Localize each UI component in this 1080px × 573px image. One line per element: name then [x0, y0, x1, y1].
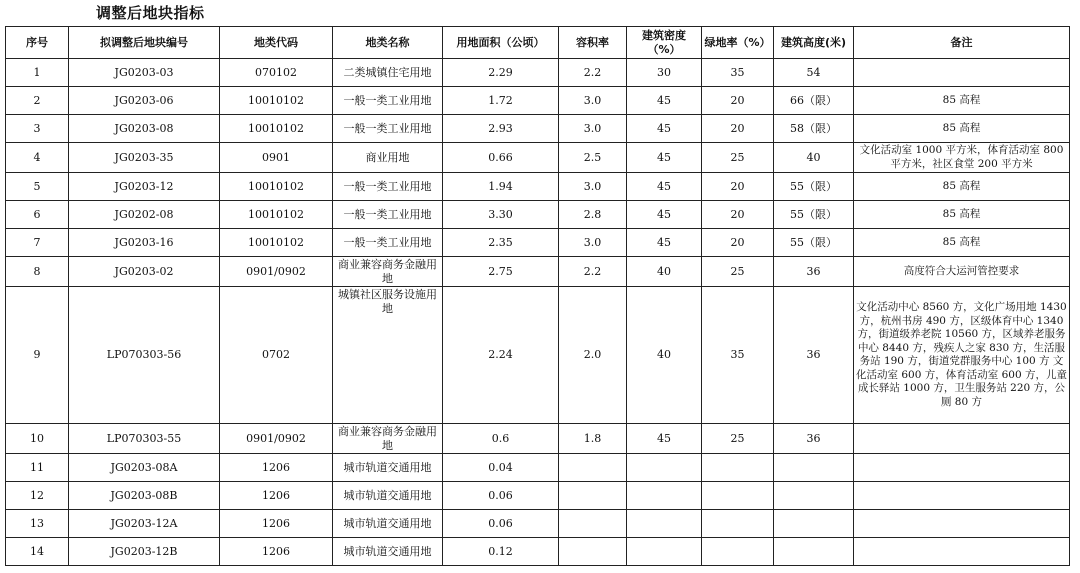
col-header-area: 用地面积（公顷） [443, 27, 559, 59]
land-indicator-table [5, 26, 1070, 566]
cell-land-code: 1206 [220, 482, 333, 510]
cell-height [774, 510, 854, 538]
table-row [6, 59, 1070, 87]
cell-land-name: 城市轨道交通用地 [333, 510, 443, 538]
table-row [6, 173, 1070, 201]
cell-height: 54 [774, 59, 854, 87]
cell-density [627, 538, 702, 566]
cell-height: 36 [774, 287, 854, 424]
cell-far: 3.0 [559, 229, 627, 257]
cell-far: 2.0 [559, 287, 627, 424]
col-header-land-code: 地类代码 [220, 27, 333, 59]
cell-plot-id: JG0203-08A [69, 454, 220, 482]
cell-height: 36 [774, 424, 854, 454]
table-row [6, 424, 1070, 454]
cell-far: 3.0 [559, 173, 627, 201]
cell-no: 14 [6, 538, 69, 566]
cell-density: 40 [627, 287, 702, 424]
cell-no: 5 [6, 173, 69, 201]
cell-no: 8 [6, 257, 69, 287]
table-row [6, 87, 1070, 115]
cell-green: 25 [702, 424, 774, 454]
cell-land-code: 0901/0902 [220, 257, 333, 287]
cell-height: 66（限） [774, 87, 854, 115]
cell-height: 58（限） [774, 115, 854, 143]
cell-green: 35 [702, 59, 774, 87]
cell-far: 2.5 [559, 143, 627, 173]
cell-plot-id: JG0203-02 [69, 257, 220, 287]
col-header-plot-id: 拟调整后地块编号 [69, 27, 220, 59]
cell-land-name: 城市轨道交通用地 [333, 482, 443, 510]
cell-far: 3.0 [559, 115, 627, 143]
cell-far: 3.0 [559, 87, 627, 115]
col-header-density: 建筑密度（%） [627, 27, 702, 59]
cell-land-code: 10010102 [220, 115, 333, 143]
cell-green: 20 [702, 201, 774, 229]
col-header-far: 容积率 [559, 27, 627, 59]
cell-land-name: 商业兼容商务金融用地 [333, 424, 443, 454]
table-row [6, 115, 1070, 143]
cell-plot-id: JG0203-12A [69, 510, 220, 538]
cell-plot-id: JG0203-35 [69, 143, 220, 173]
cell-plot-id: JG0203-06 [69, 87, 220, 115]
table-title: 调整后地块指标 [96, 4, 205, 22]
cell-height: 40 [774, 143, 854, 173]
cell-area: 3.30 [443, 201, 559, 229]
cell-plot-id: LP070303-55 [69, 424, 220, 454]
cell-far: 2.2 [559, 59, 627, 87]
cell-far: 2.2 [559, 257, 627, 287]
table-row [6, 257, 1070, 287]
cell-no: 11 [6, 454, 69, 482]
cell-land-name: 一般一类工业用地 [333, 173, 443, 201]
table-row [6, 201, 1070, 229]
cell-land-code: 10010102 [220, 87, 333, 115]
cell-plot-id: JG0203-12B [69, 538, 220, 566]
cell-note: 85 高程 [854, 173, 1070, 201]
table-row [6, 143, 1070, 173]
cell-no: 2 [6, 87, 69, 115]
cell-density: 45 [627, 424, 702, 454]
cell-land-code: 10010102 [220, 201, 333, 229]
cell-green: 35 [702, 287, 774, 424]
cell-plot-id: JG0202-08 [69, 201, 220, 229]
table-row [6, 454, 1070, 482]
cell-no: 13 [6, 510, 69, 538]
cell-height [774, 538, 854, 566]
table-row [6, 538, 1070, 566]
cell-density: 30 [627, 59, 702, 87]
cell-area: 2.24 [443, 287, 559, 424]
cell-far: 1.8 [559, 424, 627, 454]
cell-green: 20 [702, 87, 774, 115]
table-row [6, 287, 1070, 424]
cell-green: 25 [702, 257, 774, 287]
cell-note [854, 454, 1070, 482]
table-row [6, 482, 1070, 510]
cell-plot-id: JG0203-08 [69, 115, 220, 143]
cell-area: 0.6 [443, 424, 559, 454]
cell-note: 85 高程 [854, 115, 1070, 143]
cell-land-code: 070102 [220, 59, 333, 87]
cell-area: 0.12 [443, 538, 559, 566]
cell-land-name: 城市轨道交通用地 [333, 454, 443, 482]
cell-density: 45 [627, 201, 702, 229]
cell-land-name: 城市轨道交通用地 [333, 538, 443, 566]
cell-density [627, 510, 702, 538]
cell-area: 2.29 [443, 59, 559, 87]
cell-density: 45 [627, 87, 702, 115]
cell-no: 9 [6, 287, 69, 424]
cell-land-code: 1206 [220, 454, 333, 482]
col-header-height: 建筑高度(米) [774, 27, 854, 59]
cell-green [702, 454, 774, 482]
cell-density: 40 [627, 257, 702, 287]
cell-green: 25 [702, 143, 774, 173]
cell-far [559, 482, 627, 510]
cell-height: 55（限） [774, 201, 854, 229]
cell-land-name: 一般一类工业用地 [333, 201, 443, 229]
cell-note [854, 482, 1070, 510]
cell-height [774, 482, 854, 510]
table-row [6, 229, 1070, 257]
cell-note [854, 59, 1070, 87]
cell-note [854, 424, 1070, 454]
cell-note: 85 高程 [854, 229, 1070, 257]
cell-land-code: 0901 [220, 143, 333, 173]
cell-area: 1.72 [443, 87, 559, 115]
cell-no: 10 [6, 424, 69, 454]
cell-no: 4 [6, 143, 69, 173]
cell-green [702, 538, 774, 566]
cell-no: 12 [6, 482, 69, 510]
cell-note: 文化活动中心 8560 方，文化广场用地 1430 方，杭州书房 490 方，区级体育中心 1340 方，街道级养老院 10560 方，区域养老服务中心 8440 方，残疾人之家 830 方，生活服务站 190 方，街道党群服务中心 100 方 文化活动室 600 方，体育活动室 600 方，儿童成长驿站 1000 方，卫生服务站 220 方，公厕 80 方 [854, 287, 1070, 424]
cell-green [702, 482, 774, 510]
cell-no: 6 [6, 201, 69, 229]
cell-land-name: 二类城镇住宅用地 [333, 59, 443, 87]
cell-density [627, 482, 702, 510]
col-header-note: 备注 [854, 27, 1070, 59]
cell-land-code: 0901/0902 [220, 424, 333, 454]
cell-land-code: 0702 [220, 287, 333, 424]
cell-plot-id: JG0203-08B [69, 482, 220, 510]
cell-land-name: 一般一类工业用地 [333, 87, 443, 115]
cell-no: 3 [6, 115, 69, 143]
cell-land-code: 1206 [220, 510, 333, 538]
cell-height [774, 454, 854, 482]
cell-far [559, 510, 627, 538]
cell-plot-id: JG0203-16 [69, 229, 220, 257]
table-row [6, 510, 1070, 538]
cell-height: 55（限） [774, 229, 854, 257]
col-header-land-name: 地类名称 [333, 27, 443, 59]
cell-area: 2.93 [443, 115, 559, 143]
cell-land-name: 商业用地 [333, 143, 443, 173]
cell-area: 0.06 [443, 510, 559, 538]
cell-land-code: 10010102 [220, 173, 333, 201]
header-row [6, 27, 1070, 59]
cell-far [559, 538, 627, 566]
cell-note: 85 高程 [854, 87, 1070, 115]
cell-area: 0.66 [443, 143, 559, 173]
cell-green: 20 [702, 229, 774, 257]
cell-no: 7 [6, 229, 69, 257]
cell-note [854, 510, 1070, 538]
cell-land-name: 一般一类工业用地 [333, 229, 443, 257]
cell-land-name: 城镇社区服务设施用地 [333, 287, 443, 424]
cell-plot-id: LP070303-56 [69, 287, 220, 424]
cell-note: 文化活动室 1000 平方米，体育活动室 800 平方米，社区食堂 200 平方米 [854, 143, 1070, 173]
cell-far [559, 454, 627, 482]
cell-density: 45 [627, 143, 702, 173]
cell-no: 1 [6, 59, 69, 87]
cell-note: 85 高程 [854, 201, 1070, 229]
cell-note: 高度符合大运河管控要求 [854, 257, 1070, 287]
cell-height: 36 [774, 257, 854, 287]
cell-land-code: 1206 [220, 538, 333, 566]
cell-density: 45 [627, 115, 702, 143]
cell-density [627, 454, 702, 482]
cell-plot-id: JG0203-03 [69, 59, 220, 87]
cell-note [854, 538, 1070, 566]
cell-land-name: 商业兼容商务金融用地 [333, 257, 443, 287]
cell-density: 45 [627, 173, 702, 201]
cell-plot-id: JG0203-12 [69, 173, 220, 201]
cell-density: 45 [627, 229, 702, 257]
cell-area: 0.04 [443, 454, 559, 482]
cell-green [702, 510, 774, 538]
cell-land-code: 10010102 [220, 229, 333, 257]
cell-far: 2.8 [559, 201, 627, 229]
col-header-green: 绿地率（%） [702, 27, 774, 59]
cell-area: 1.94 [443, 173, 559, 201]
cell-height: 55（限） [774, 173, 854, 201]
cell-area: 0.06 [443, 482, 559, 510]
col-header-no: 序号 [6, 27, 69, 59]
cell-land-name: 一般一类工业用地 [333, 115, 443, 143]
cell-area: 2.35 [443, 229, 559, 257]
cell-area: 2.75 [443, 257, 559, 287]
cell-green: 20 [702, 115, 774, 143]
cell-green: 20 [702, 173, 774, 201]
